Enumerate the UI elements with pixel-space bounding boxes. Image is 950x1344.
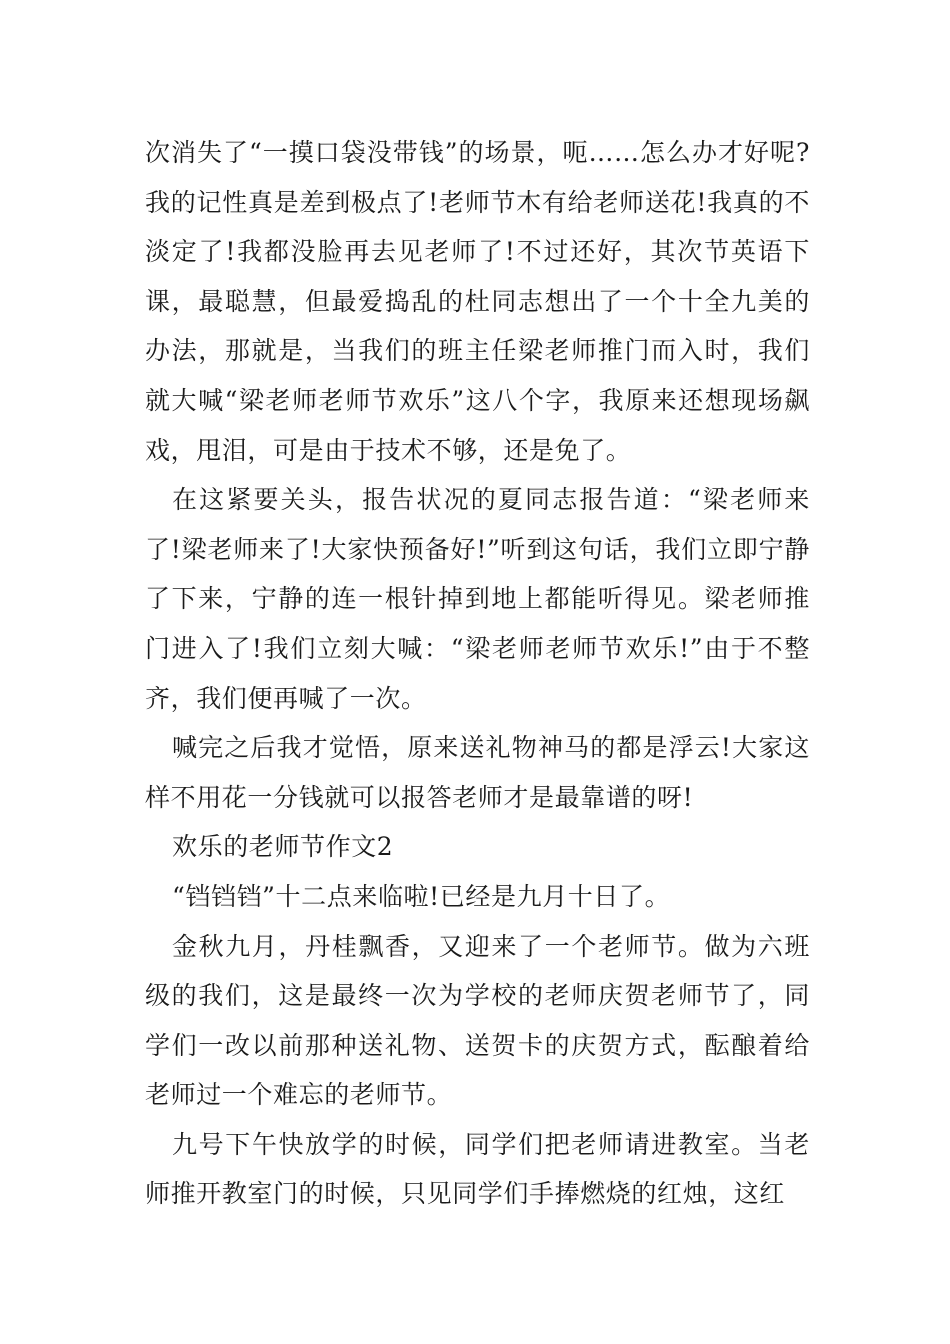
paragraph: “铛铛铛”十二点来临啦!已经是九月十日了。 xyxy=(172,881,671,911)
paragraph: 金秋九月，丹桂飘香，又迎来了一个老师节。做为六班级的我们，这是最终一次为学校的老师庆贺老师节了，同学们一改以前那种送礼物、送贺卡的庆贺方式，酝酿着给老师过一个难忘的老师节。 xyxy=(145,931,810,1110)
document-body xyxy=(145,128,810,1219)
section-title: 欢乐的老师节作文2 xyxy=(172,832,394,862)
paragraph: 九号下午快放学的时候，同学们把老师请进教室。当老师推开教室门的时候，只见同学们手捧燃烧的红烛，这红 xyxy=(145,1129,810,1209)
paragraph-continued: 次消失了“一摸口袋没带钱”的场景，呃……怎么办才好呢?我的记性真是差到极点了!老师节木有给老师送花!我真的不淡定了!我都没脸再去见老师了!不过还好，其次节英语下课，最聪慧，但最爱捣乱的杜同志想出了一个十全九美的办法，那就是，当我们的班主任梁老师推门而入时，我们就大喊“梁老师老师节欢乐”这八个字，我原来还想现场飙戏，甩泪，可是由于技术不够，还是免了。 xyxy=(145,138,810,465)
paragraph: 喊完之后我才觉悟，原来送礼物神马的都是浮云!大家这样不用花一分钱就可以报答老师才是最靠谱的呀! xyxy=(145,733,810,812)
paragraph: 在这紧要关头，报告状况的夏同志报告道：“梁老师来了!梁老师来了!大家快预备好!”听到这句话，我们立即宁静了下来，宁静的连一根针掉到地上都能听得见。梁老师推门进入了!我们立刻大喊：“梁老师老师节欢乐!”由于不整齐，我们便再喊了一次。 xyxy=(145,485,810,713)
